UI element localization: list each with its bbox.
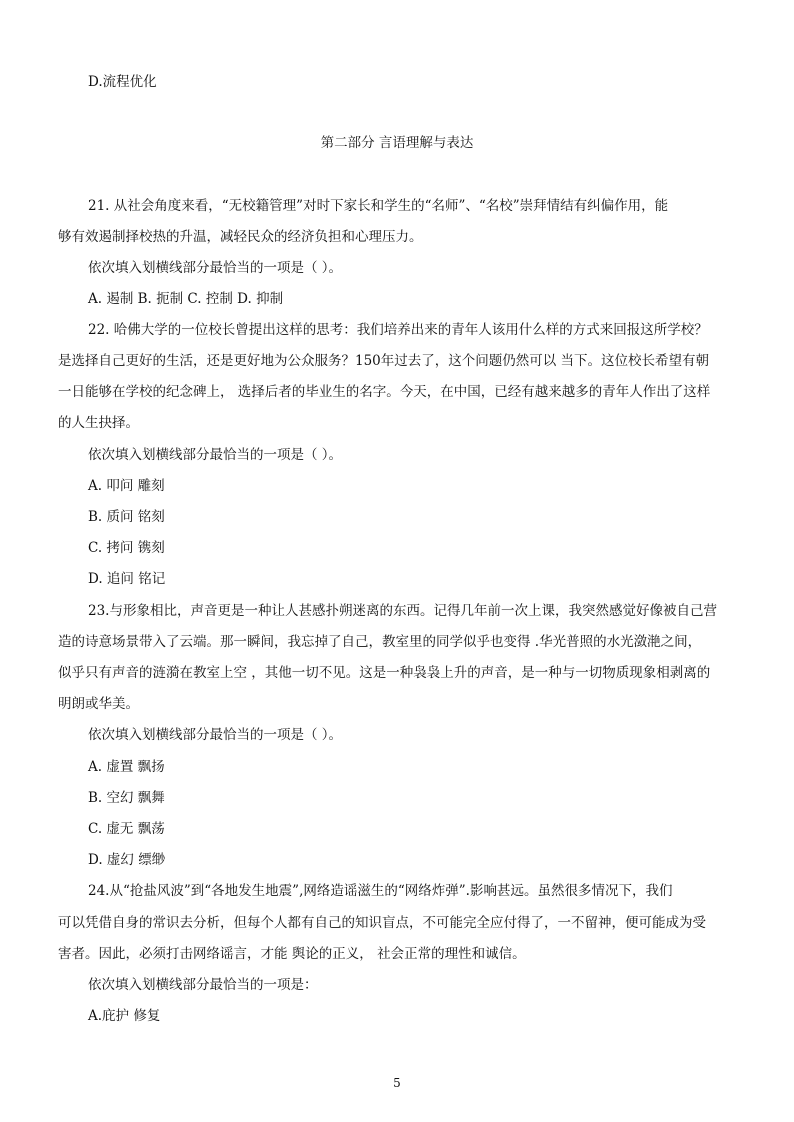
q22-option-c: C. 拷问 镌刻 [88, 540, 165, 556]
q23-option-a: A. 虚置 飘扬 [88, 759, 165, 775]
q21-prompt: 依次填入划横线部分最恰当的一项是（ ）。 [88, 260, 343, 276]
q23-stem-line2: 造的诗意场景带入了云端。那一瞬间，我忘掉了自己，教室里的同学似乎也变得 .华光普照的水光潋滟之间， [58, 634, 702, 650]
q24-prompt: 依次填入划横线部分最恰当的一项是： [88, 977, 318, 993]
q24-option-a: A.庇护 修复 [88, 1008, 161, 1024]
q23-option-b: B. 空幻 飘舞 [88, 790, 165, 806]
q24-stem-line3: 害者。因此，必须打击网络谣言，才能 舆论的正义， 社会正常的理性和诚信。 [58, 946, 526, 962]
q24-stem-line1: 24.从“抢盐风波”到“各地发生地震”,网络造谣滋生的“网络炸弹”.影响甚远。虽然很多情况下，我们 [88, 883, 673, 899]
section-title: 第二部分 言语理解与表达 [320, 135, 474, 151]
q22-stem-line2: 是选择自己更好的生活，还是更好地为公众服务？150年过去了，这个问题仍然可以 当下。这位校长希望有朝 [58, 353, 710, 369]
q23-option-c: C. 虚无 飘荡 [88, 821, 165, 837]
q22-stem-line1: 22. 哈佛大学的一位校长曾提出这样的思考：我们培养出来的青年人该用什么样的方式来回报这所学校？ [88, 322, 708, 338]
q23-stem-line3: 似乎只有声音的涟漪在教室上空 ，其他一切不见。这是一种袅袅上升的声音，是一种与一切物质现象相剥离的 [58, 665, 711, 681]
q21-options: A. 遏制 B. 扼制 C. 控制 D. 抑制 [88, 291, 284, 307]
q21-stem-line1: 21. 从社会角度来看，“无校籍管理”对时下家长和学生的“名师”、“名校”崇拜情结有纠偏作用，能 [88, 198, 669, 214]
q22-stem-line4: 的人生抉择。 [58, 415, 139, 431]
q22-option-a: A. 叩问 雕刻 [88, 478, 165, 494]
q22-option-d: D. 追问 铭记 [88, 571, 166, 587]
previous-question-option: D.流程优化 [88, 74, 157, 90]
page-number: 5 [393, 1076, 401, 1090]
q21-stem-line2: 够有效遏制择校热的升温，减轻民众的经济负担和心理压力。 [58, 229, 423, 245]
q22-option-b: B. 质问 铭刻 [88, 509, 165, 525]
q22-prompt: 依次填入划横线部分最恰当的一项是（ ）。 [88, 447, 343, 463]
q22-stem-line3: 一日能够在学校的纪念碑上， 选择后者的毕业生的名字。今天，在中国，已经有越来越多的青年人作出了这样 [58, 384, 711, 400]
q23-prompt: 依次填入划横线部分最恰当的一项是（ ）。 [88, 727, 343, 743]
q24-stem-line2: 可以凭借自身的常识去分析，但每个人都有自己的知识盲点，不可能完全应付得了，一不留神，便可能成为受 [58, 915, 706, 931]
q23-stem-line4: 明朗或华美。 [58, 696, 139, 712]
q23-option-d: D. 虚幻 缥缈 [88, 852, 166, 868]
q23-stem-line1: 23.与形象相比，声音更是一种让人甚感扑朔迷离的东西。记得几年前一次上课，我突然感觉好像被自己营 [88, 603, 717, 619]
